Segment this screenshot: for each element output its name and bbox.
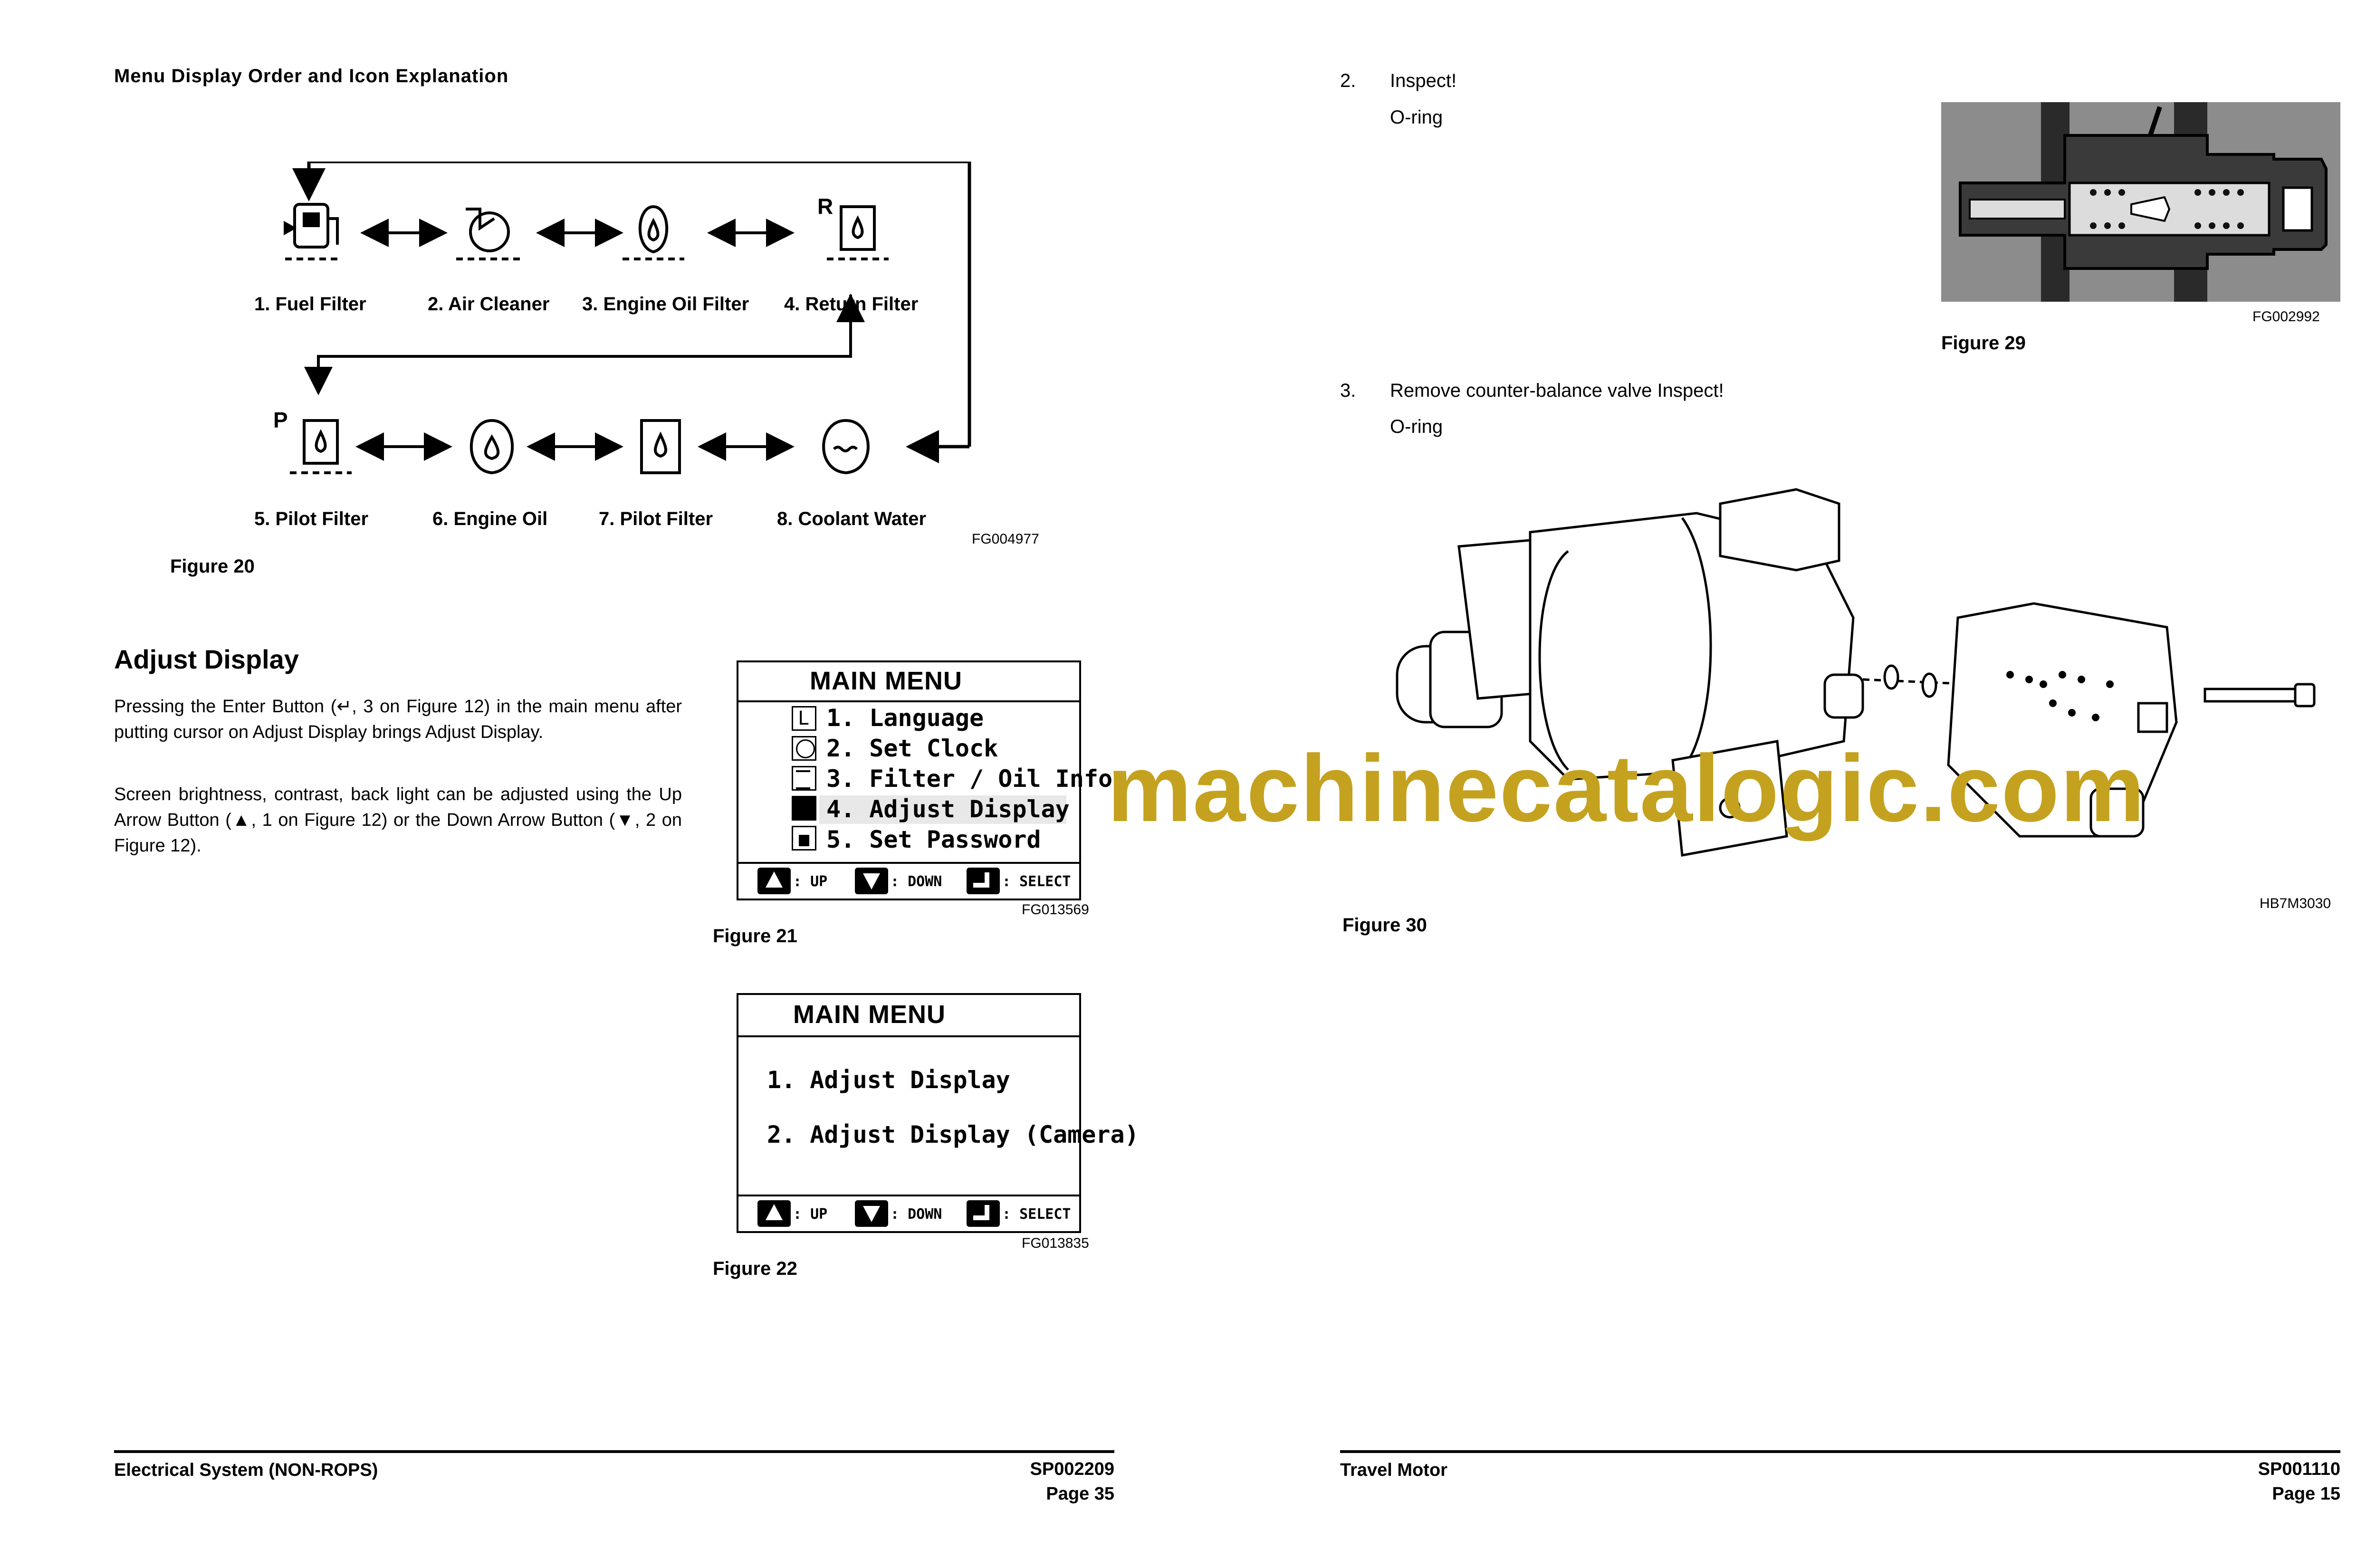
figure-code: FG013569 — [1022, 902, 1089, 918]
step-subtext: O-ring — [1390, 416, 1443, 437]
air-cleaner-icon — [456, 209, 520, 259]
flow-label-pilot-filter: 5. Pilot Filter — [254, 508, 369, 529]
flow-label-engine-oil-filter: 3. Engine Oil Filter — [582, 294, 749, 315]
footer-page: Page 15 — [2272, 1484, 2340, 1504]
menu-item-adjust-display[interactable]: 1. Adjust Display — [767, 1066, 1010, 1094]
footer-code: SP002209 — [1030, 1459, 1114, 1479]
adjust-display-menu-panel — [737, 993, 1139, 1233]
fuel-filter-icon — [285, 204, 342, 259]
figure-caption: Figure 21 — [713, 926, 797, 947]
down-arrow-button[interactable] — [855, 1200, 888, 1227]
brightness-icon — [792, 796, 816, 821]
panel-header — [738, 995, 1079, 1037]
valve-cross-section-image — [1941, 102, 2340, 302]
step-text: Remove counter-balance valve Inspect! — [1390, 380, 1724, 401]
footer-title: Travel Motor — [1340, 1460, 1447, 1480]
footer-page-info — [2198, 1457, 2340, 1506]
filter-info-icon — [792, 766, 816, 791]
menu-order-diagram — [257, 162, 988, 523]
footer-page: Page 35 — [1046, 1484, 1114, 1504]
paragraph: Pressing the Enter Button (↵, 3 on Figure 12) in the main menu after putting cursor on Adjust Display brings Adjust Display. — [114, 697, 682, 742]
watermark: machinecatalogic.com — [1107, 736, 2146, 841]
pilot-filter-icon — [290, 421, 352, 473]
select-label: : SELECT — [1002, 873, 1071, 890]
figure-caption: Figure 30 — [1342, 915, 1427, 936]
figure-code: FG004977 — [972, 531, 1039, 547]
engine-oil-filter-icon — [623, 207, 684, 259]
footer-rule — [1340, 1450, 2340, 1453]
coolant-water-icon — [824, 421, 868, 473]
select-label: : SELECT — [1002, 1206, 1071, 1223]
figure-code: FG013835 — [1022, 1235, 1089, 1251]
main-menu-panel — [737, 660, 1113, 900]
down-label: : DOWN — [891, 873, 942, 890]
step-number: 2. — [1340, 70, 1356, 91]
engine-oil-icon — [471, 421, 512, 473]
flow-label-coolant-water: 8. Coolant Water — [777, 508, 927, 529]
menu-item-set-clock[interactable]: 2. Set Clock — [826, 735, 998, 762]
panel-header — [738, 662, 1079, 702]
up-label: : UP — [793, 873, 828, 890]
footer-page-info — [972, 1457, 1114, 1506]
lock-icon — [792, 826, 816, 851]
flow-label-return-filter: 4. Return Filter — [784, 294, 919, 315]
figure-caption: Figure 22 — [713, 1258, 797, 1279]
enter-button[interactable] — [967, 1200, 1000, 1227]
flow-label-pilot-filter-2: 7. Pilot Filter — [599, 508, 713, 529]
figure-caption: Figure 20 — [170, 556, 255, 577]
footer-code: SP001110 — [2258, 1459, 2340, 1479]
return-filter-letter: R — [817, 194, 834, 219]
language-icon: L — [792, 706, 816, 731]
step-text: Inspect! — [1390, 70, 1457, 91]
menu-title: MAIN MENU — [810, 667, 962, 695]
step-subtext: O-ring — [1390, 107, 1443, 128]
button-bar — [738, 862, 1079, 900]
step-number: 3. — [1340, 380, 1356, 401]
footer-rule — [114, 1450, 1114, 1453]
figure-code: FG002992 — [2252, 309, 2320, 325]
figure-caption: Figure 29 — [1941, 333, 2026, 354]
up-label: : UP — [793, 1206, 828, 1223]
menu-item-language[interactable]: 1. Language — [826, 704, 984, 732]
up-arrow-button[interactable] — [757, 1200, 791, 1227]
return-filter-icon — [827, 207, 889, 259]
down-arrow-button[interactable] — [855, 868, 888, 894]
flow-label-engine-oil: 6. Engine Oil — [432, 508, 548, 529]
up-arrow-button[interactable] — [757, 868, 791, 894]
menu-item-filter-oil-info[interactable]: 3. Filter / Oil Info — [826, 765, 1113, 793]
section-title: Adjust Display — [114, 644, 299, 674]
button-bar — [738, 1195, 1079, 1233]
flow-label-air-cleaner: 2. Air Cleaner — [428, 294, 550, 315]
clock-icon — [792, 736, 816, 761]
footer-title: Electrical System (NON-ROPS) — [114, 1460, 378, 1480]
pilot-filter-letter: P — [273, 408, 288, 432]
section-heading: Menu Display Order and Icon Explanation — [114, 66, 509, 86]
figure-code: HB7M3030 — [2260, 896, 2331, 911]
menu-item-adjust-display[interactable]: 4. Adjust Display — [826, 795, 1070, 823]
menu-item-adjust-display-camera[interactable]: 2. Adjust Display (Camera) — [767, 1121, 1139, 1148]
down-label: : DOWN — [891, 1206, 942, 1223]
enter-button[interactable] — [967, 868, 1000, 894]
pilot-filter-2-icon — [642, 421, 680, 473]
menu-item-set-password[interactable]: 5. Set Password — [826, 826, 1041, 853]
paragraph: Screen brightness, contrast, back light can be adjusted using the Up Arrow Button (▲, 1 on Figure 12) or the Down Arrow Button (▼, 2 on Figure 12). — [114, 784, 682, 856]
flow-label-fuel-filter: 1. Fuel Filter — [254, 294, 366, 315]
menu-title: MAIN MENU — [793, 1000, 946, 1029]
